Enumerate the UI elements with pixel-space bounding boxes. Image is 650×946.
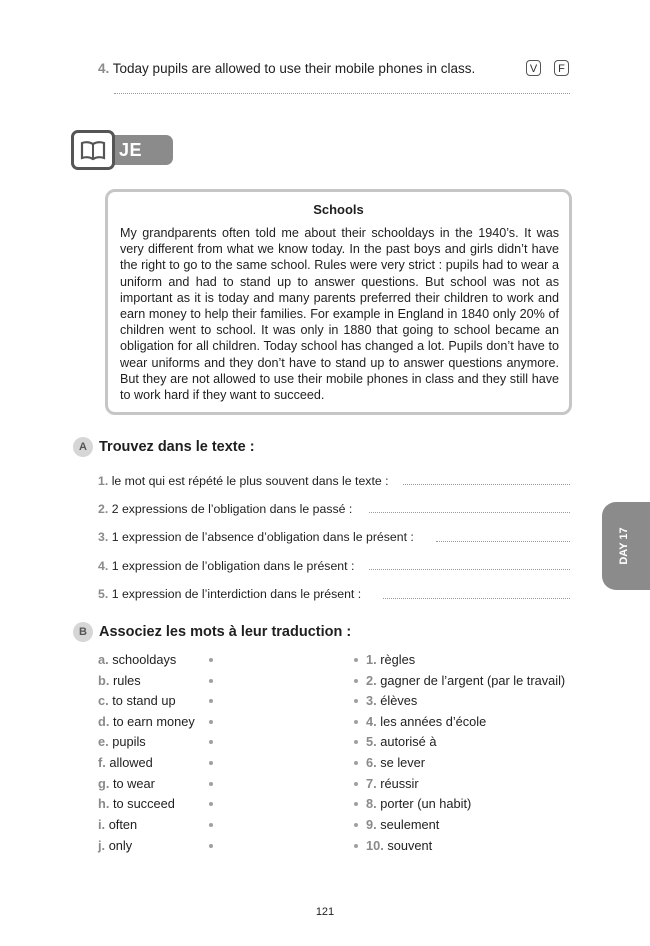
- item-text: seulement: [380, 817, 440, 832]
- item-letter: d.: [98, 714, 110, 729]
- item-number: 1.: [366, 652, 377, 667]
- exercise-a-item: [98, 587, 361, 601]
- exercise-a-title: Trouvez dans le texte :: [99, 438, 255, 455]
- item-number: 1.: [98, 474, 109, 488]
- item-number: 3.: [366, 693, 377, 708]
- item-letter: b.: [98, 673, 110, 688]
- match-dot-right[interactable]: [354, 802, 358, 806]
- item-letter: f.: [98, 755, 106, 770]
- match-right-item: [366, 776, 419, 791]
- page-number: 121: [315, 906, 335, 918]
- item-text: le mot qui est répété le plus souvent dans le texte :: [111, 474, 389, 488]
- match-dot-left[interactable]: [209, 782, 213, 786]
- item-text: rules: [112, 673, 141, 688]
- item-text: pupils: [112, 734, 146, 749]
- match-dot-left[interactable]: [209, 658, 213, 662]
- match-left-item: [98, 673, 141, 688]
- match-left-item: [98, 838, 132, 853]
- item-text: 1 expression de l’interdiction dans le présent :: [111, 587, 362, 601]
- item-letter: h.: [98, 796, 110, 811]
- match-left-item: [98, 755, 153, 770]
- match-dot-right[interactable]: [354, 679, 358, 683]
- item-text: often: [108, 817, 138, 832]
- section-title: JE LIS: [99, 135, 173, 165]
- match-dot-left[interactable]: [209, 802, 213, 806]
- item-number: 7.: [366, 776, 377, 791]
- day-side-tab: [602, 502, 650, 590]
- item-number: 4.: [98, 559, 109, 573]
- item-text: to wear: [112, 776, 155, 791]
- match-left-item: [98, 776, 155, 791]
- item-text: only: [108, 838, 133, 853]
- item-number: 5.: [366, 734, 377, 749]
- reading-body: My grandparents often told me about their schooldays in the 1940’s. It was very different from what we know today. In the past boys and girls didn’t have the right to go to the same school. Rules were very strict : pupils had to wear a uniform and had to stand up to answer questions. But school was not as important as it is today and many parents preferred their children to work and earn money to help their families. For example in England in 1840 only 20% of children went to school. It was only in 1880 that going to school became an obligation for all children. Today school has changed a lot. Pupils don’t have to wear uniforms and they don’t have to stand up to answer questions anymore. But they are not allowed to use their mobile phones in class and they still have to work hard if they want to succeed.: [120, 226, 559, 403]
- exercise-b-heading: [73, 622, 351, 642]
- answer-line[interactable]: [383, 598, 570, 599]
- item-text: to stand up: [112, 693, 176, 708]
- item-letter: j.: [98, 838, 106, 853]
- item-number: 2.: [366, 673, 377, 688]
- answer-line[interactable]: [403, 484, 570, 485]
- match-right-item: [366, 693, 417, 708]
- match-dot-right[interactable]: [354, 844, 358, 848]
- false-checkbox[interactable]: F: [554, 60, 569, 76]
- match-dot-left[interactable]: [209, 699, 213, 703]
- item-text: 1 expression de l’absence d’obligation dans le présent :: [111, 530, 414, 544]
- item-text: schooldays: [112, 652, 177, 667]
- item-letter: a.: [98, 652, 109, 667]
- item-number: 8.: [366, 796, 377, 811]
- match-dot-left[interactable]: [209, 823, 213, 827]
- item-text: porter (un habit): [380, 796, 472, 811]
- match-dot-right[interactable]: [354, 761, 358, 765]
- answer-line[interactable]: [369, 512, 570, 513]
- match-dot-right[interactable]: [354, 720, 358, 724]
- match-right-item: [366, 734, 436, 749]
- answer-line[interactable]: [369, 569, 570, 570]
- reading-title: Schools: [313, 202, 364, 217]
- item-text: 1 expression de l’obligation dans le présent :: [111, 559, 355, 573]
- item-text: to earn money: [112, 714, 195, 729]
- item-letter: g.: [98, 776, 110, 791]
- exercise-a-heading: [73, 437, 255, 457]
- match-left-item: [98, 652, 176, 667]
- match-dot-right[interactable]: [354, 823, 358, 827]
- item-text: to succeed: [112, 796, 175, 811]
- match-right-item: [366, 817, 439, 832]
- item-number: 3.: [98, 530, 109, 544]
- item-text: souvent: [387, 838, 433, 853]
- item-number: 2.: [98, 502, 109, 516]
- item-text: règles: [380, 652, 416, 667]
- item-text: élèves: [380, 693, 418, 708]
- day-label: DAY 17: [618, 527, 630, 565]
- match-dot-left[interactable]: [209, 720, 213, 724]
- item-text: se lever: [380, 755, 426, 770]
- match-right-item: [366, 673, 565, 688]
- item-number: 9.: [366, 817, 377, 832]
- question-text: Today pupils are allowed to use their mobile phones in class.: [112, 61, 476, 76]
- item-number: 6.: [366, 755, 377, 770]
- item-number: 10.: [366, 838, 384, 853]
- match-dot-right[interactable]: [354, 699, 358, 703]
- match-right-item: [366, 838, 432, 853]
- item-letter: c.: [98, 693, 109, 708]
- exercise-a-item: [98, 559, 354, 573]
- answer-line[interactable]: [436, 541, 570, 542]
- match-dot-right[interactable]: [354, 658, 358, 662]
- item-number: 4.: [366, 714, 377, 729]
- question-number: 4.: [98, 61, 110, 76]
- item-letter: i.: [98, 817, 106, 832]
- match-left-item: [98, 734, 146, 749]
- exercise-a-item: [98, 502, 352, 516]
- match-right-item: [366, 796, 471, 811]
- item-text: allowed: [109, 755, 153, 770]
- match-right-item: [366, 714, 486, 729]
- match-dot-right[interactable]: [354, 782, 358, 786]
- item-text: gagner de l’argent (par le travail): [380, 673, 566, 688]
- exercise-b-badge: B: [73, 622, 93, 642]
- item-text: autorisé à: [380, 734, 437, 749]
- exercise-a-item: [98, 474, 389, 488]
- reading-text-box: [105, 189, 572, 415]
- match-left-item: [98, 796, 175, 811]
- open-book-icon: [71, 130, 115, 170]
- item-text: réussir: [380, 776, 419, 791]
- item-letter: e.: [98, 734, 109, 749]
- match-left-item: [98, 817, 137, 832]
- item-number: 5.: [98, 587, 109, 601]
- match-dot-left[interactable]: [209, 740, 213, 744]
- match-right-item: [366, 652, 415, 667]
- match-dot-left[interactable]: [209, 679, 213, 683]
- exercise-b-title: Associez les mots à leur traduction :: [99, 623, 352, 640]
- match-dot-left[interactable]: [209, 844, 213, 848]
- match-dot-left[interactable]: [209, 761, 213, 765]
- match-right-item: [366, 755, 425, 770]
- item-text: les années d’école: [380, 714, 487, 729]
- exercise-a-item: [98, 530, 414, 544]
- true-false-question: [98, 61, 475, 76]
- item-text: 2 expressions de l’obligation dans le passé :: [111, 502, 353, 516]
- answer-line[interactable]: [114, 93, 570, 94]
- match-dot-right[interactable]: [354, 740, 358, 744]
- true-checkbox[interactable]: V: [526, 60, 541, 76]
- exercise-a-badge: A: [73, 437, 93, 457]
- match-left-item: [98, 714, 195, 729]
- match-left-item: [98, 693, 176, 708]
